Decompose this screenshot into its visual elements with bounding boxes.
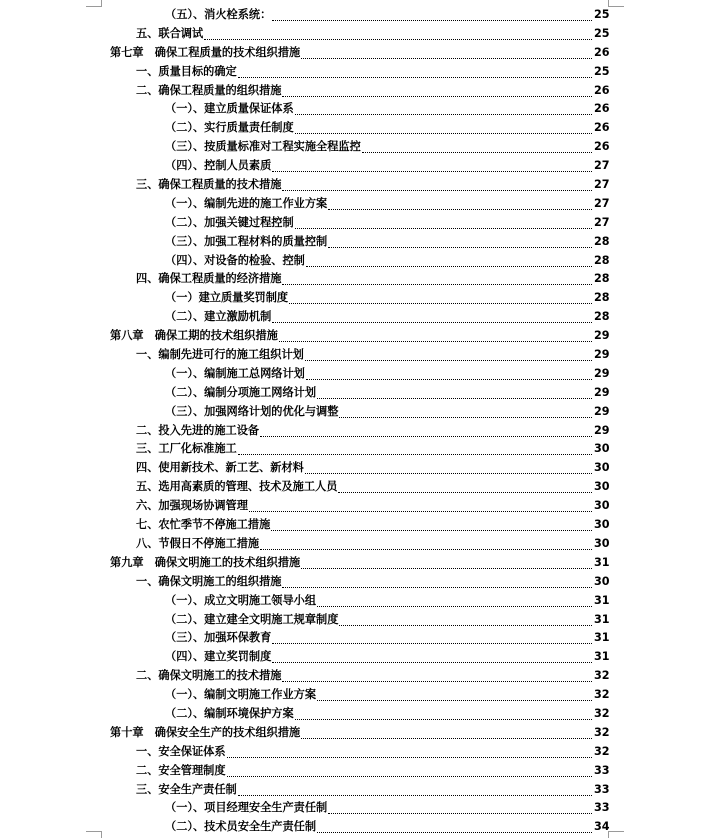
toc-entry-title: 三、确保工程质量的技术措施 [136,178,282,192]
toc-entry-title: 一、质量目标的确定 [136,64,237,78]
toc-entry-title: （二）、编制环境保护方案 [165,706,294,720]
toc-entry[interactable] [0,440,715,459]
toc-entry[interactable] [0,233,715,252]
toc-entry-title: （四）、对设备的检验、控制 [165,253,305,267]
toc-entry-title: 四、确保工程质量的经济措施 [136,272,282,286]
toc-entry[interactable] [0,252,715,271]
toc-entry-title: （四）、建立奖罚制度 [165,650,272,664]
toc-dot-leader [279,327,592,342]
toc-entry-title: 三、工厂化标准施工 [136,442,237,456]
toc-entry-page-number: 30 [594,536,610,550]
toc-entry[interactable] [0,535,715,554]
toc-entry-title: 五、联合调试 [136,26,204,40]
toc-entry[interactable] [0,403,715,422]
toc-entry-page-number: 27 [594,159,610,173]
toc-entry-title: （五）、消火栓系统： [165,8,272,21]
toc-dot-leader [271,516,592,531]
toc-entry-title: 三、安全生产责任制 [136,782,237,796]
toc-entry-title: （三）、按质量标准对工程实施全程监控 [165,140,361,154]
toc-dot-leader [339,403,592,418]
toc-entry[interactable] [0,818,715,837]
toc-entry-title: （三）、加强网络计划的优化与调整 [165,404,339,418]
toc-entry-title: 第九章 确保文明施工的技术组织措施 [110,555,301,569]
toc-entry-page-number: 31 [594,631,610,645]
toc-entry-page-number: 27 [594,196,610,210]
toc-entry-title: 第十章 确保安全生产的技术组织措施 [110,725,301,739]
toc-entry-title: 二、安全管理制度 [136,763,226,777]
toc-entry-page-number: 33 [594,801,610,815]
toc-entry-title: （一）、项目经理安全生产责任制 [165,801,328,815]
toc-entry-page-number: 30 [594,518,610,532]
toc-entry[interactable] [0,214,715,233]
toc-dot-leader [338,478,592,493]
toc-entry-page-number: 25 [594,64,610,78]
toc-entry-page-number: 30 [594,480,610,494]
toc-entry[interactable] [0,6,715,25]
toc-entry-page-number: 26 [594,83,610,97]
toc-entry-title: （一）、编制施工总网络计划 [165,366,305,380]
toc-entry[interactable] [0,384,715,403]
toc-entry-title: （三）、加强工程材料的质量控制 [165,234,328,248]
toc-dot-leader [305,346,592,361]
toc-entry[interactable] [0,724,715,743]
toc-entry-page-number: 31 [594,612,610,626]
toc-entry[interactable] [0,82,715,101]
toc-entry[interactable] [0,195,715,214]
toc-entry[interactable] [0,119,715,138]
toc-entry[interactable] [0,497,715,516]
toc-entry[interactable] [0,346,715,365]
toc-entry-title: （二）、建立激励机制 [165,310,272,324]
toc-entry-title: （二）、建立建全文明施工规章制度 [165,612,339,626]
toc-entry-page-number: 31 [594,555,610,569]
toc-entry-page-number: 27 [594,215,610,229]
toc-entry[interactable] [0,686,715,705]
toc-dot-leader [289,289,592,304]
toc-dot-leader [204,25,592,40]
toc-entry-title: （三）、加强环保教育 [165,631,272,645]
toc-dot-leader [282,270,592,285]
toc-entry-page-number: 29 [594,423,610,437]
toc-entry-title: （二）、编制分项施工网络计划 [165,385,317,399]
toc-entry-page-number: 29 [594,385,610,399]
toc-entry-title: 二、确保工程质量的组织措施 [136,83,282,97]
toc-entry-page-number: 30 [594,574,610,588]
toc-dot-leader [272,157,592,172]
toc-entry-page-number: 29 [594,348,610,362]
table-of-contents [0,6,715,837]
toc-entry[interactable] [0,667,715,686]
toc-dot-leader [282,667,592,682]
toc-dot-leader [317,592,592,607]
toc-dot-leader [317,818,592,833]
toc-entry-page-number: 32 [594,669,610,683]
toc-entry[interactable] [0,327,715,346]
toc-entry-page-number: 26 [594,45,610,59]
toc-entry[interactable] [0,799,715,818]
toc-entry[interactable] [0,289,715,308]
toc-entry-title: 五、选用高素质的管理、技术及施工人员 [136,480,338,494]
toc-entry[interactable] [0,592,715,611]
toc-dot-leader [260,422,592,437]
toc-dot-leader [301,554,592,569]
toc-entry[interactable] [0,516,715,535]
toc-dot-leader [328,799,592,814]
toc-dot-leader [238,63,592,78]
toc-entry-page-number: 34 [594,820,610,834]
toc-dot-leader [317,686,592,701]
toc-entry[interactable] [0,705,715,724]
toc-entry-title: （一）、建立质量保证体系 [165,102,294,116]
toc-dot-leader [339,611,592,626]
toc-entry[interactable] [0,629,715,648]
toc-dot-leader [328,195,592,210]
toc-entry-page-number: 30 [594,499,610,513]
toc-entry-page-number: 29 [594,404,610,418]
toc-dot-leader [272,308,592,323]
toc-entry-page-number: 28 [594,253,610,267]
toc-dot-leader [317,384,592,399]
toc-entry[interactable] [0,176,715,195]
toc-entry-title: （二）、加强关键过程控制 [165,215,294,229]
toc-entry[interactable] [0,573,715,592]
toc-dot-leader [282,82,592,97]
toc-entry-title: 第七章 确保工程质量的技术组织措施 [110,45,301,59]
toc-entry-title: 四、使用新技术、新工艺、新材料 [136,461,304,475]
toc-entry[interactable] [0,100,715,119]
toc-dot-leader [260,535,592,550]
toc-dot-leader [272,6,592,21]
toc-dot-leader [282,176,592,191]
toc-dot-leader [301,724,592,739]
toc-entry-title: （四）、控制人员素质 [165,159,272,173]
toc-entry-page-number: 32 [594,706,610,720]
toc-entry-title: 七、农忙季节不停施工措施 [136,518,271,532]
toc-entry[interactable] [0,422,715,441]
toc-entry-title: 第八章 确保工期的技术组织措施 [110,329,278,343]
toc-entry[interactable] [0,459,715,478]
toc-entry[interactable] [0,25,715,44]
toc-entry-title: （一）建立质量奖罚制度 [165,291,289,305]
toc-dot-leader [272,648,592,663]
toc-entry[interactable] [0,63,715,82]
toc-entry-title: 二、确保文明施工的技术措施 [136,669,282,683]
toc-entry-title: （一）、编制先进的施工作业方案 [165,196,328,210]
toc-dot-leader [238,781,592,796]
toc-entry-page-number: 29 [594,366,610,380]
toc-entry[interactable] [0,762,715,781]
toc-dot-leader [306,365,592,380]
toc-entry-page-number: 33 [594,763,610,777]
toc-entry-title: 六、加强现场协调管理 [136,499,248,513]
toc-entry[interactable] [0,554,715,573]
toc-dot-leader [328,233,592,248]
toc-entry[interactable] [0,157,715,176]
toc-entry-page-number: 25 [594,26,610,40]
toc-entry-title: 八、节假日不停施工措施 [136,536,260,550]
toc-dot-leader [295,100,592,115]
toc-entry[interactable] [0,648,715,667]
toc-entry[interactable] [0,270,715,289]
toc-entry-title: （二）、实行质量责任制度 [165,121,294,135]
toc-dot-leader [301,44,592,59]
toc-dot-leader [227,762,592,777]
toc-dot-leader [295,705,592,720]
toc-entry[interactable] [0,611,715,630]
toc-entry-page-number: 31 [594,593,610,607]
toc-entry-page-number: 31 [594,650,610,664]
toc-entry-page-number: 26 [594,121,610,135]
toc-entry[interactable] [0,308,715,327]
toc-entry-page-number: 25 [594,8,610,21]
toc-dot-leader [272,629,592,644]
toc-entry-page-number: 32 [594,744,610,758]
toc-dot-leader [362,138,592,153]
toc-dot-leader [249,497,592,512]
toc-dot-leader [238,440,592,455]
toc-entry-title: 二、投入先进的施工设备 [136,423,260,437]
toc-entry-page-number: 29 [594,329,610,343]
toc-dot-leader [227,743,592,758]
toc-entry[interactable] [0,365,715,384]
toc-entry[interactable] [0,781,715,800]
toc-entry[interactable] [0,44,715,63]
toc-entry-title: 一、编制先进可行的施工组织计划 [136,348,304,362]
toc-entry[interactable] [0,138,715,157]
toc-entry-page-number: 28 [594,234,610,248]
toc-entry-title: （一）、编制文明施工作业方案 [165,688,317,702]
toc-entry[interactable] [0,743,715,762]
toc-dot-leader [295,214,592,229]
toc-dot-leader [282,573,592,588]
toc-entry-page-number: 32 [594,725,610,739]
toc-entry-title: （一）、成立文明施工领导小组 [165,593,317,607]
toc-entry-page-number: 32 [594,688,610,702]
toc-entry-page-number: 30 [594,461,610,475]
toc-entry-page-number: 26 [594,102,610,116]
toc-entry-title: 一、安全保证体系 [136,744,226,758]
toc-entry-page-number: 27 [594,178,610,192]
toc-entry-page-number: 26 [594,140,610,154]
toc-entry-title: （二）、技术员安全生产责任制 [165,820,317,834]
toc-dot-leader [295,119,592,134]
toc-entry-title: 一、确保文明施工的组织措施 [136,574,282,588]
toc-dot-leader [305,459,592,474]
toc-entry-page-number: 28 [594,291,610,305]
toc-dot-leader [306,252,592,267]
toc-entry-page-number: 30 [594,442,610,456]
toc-entry-page-number: 28 [594,310,610,324]
toc-entry[interactable] [0,478,715,497]
toc-entry-page-number: 28 [594,272,610,286]
toc-entry-page-number: 33 [594,782,610,796]
